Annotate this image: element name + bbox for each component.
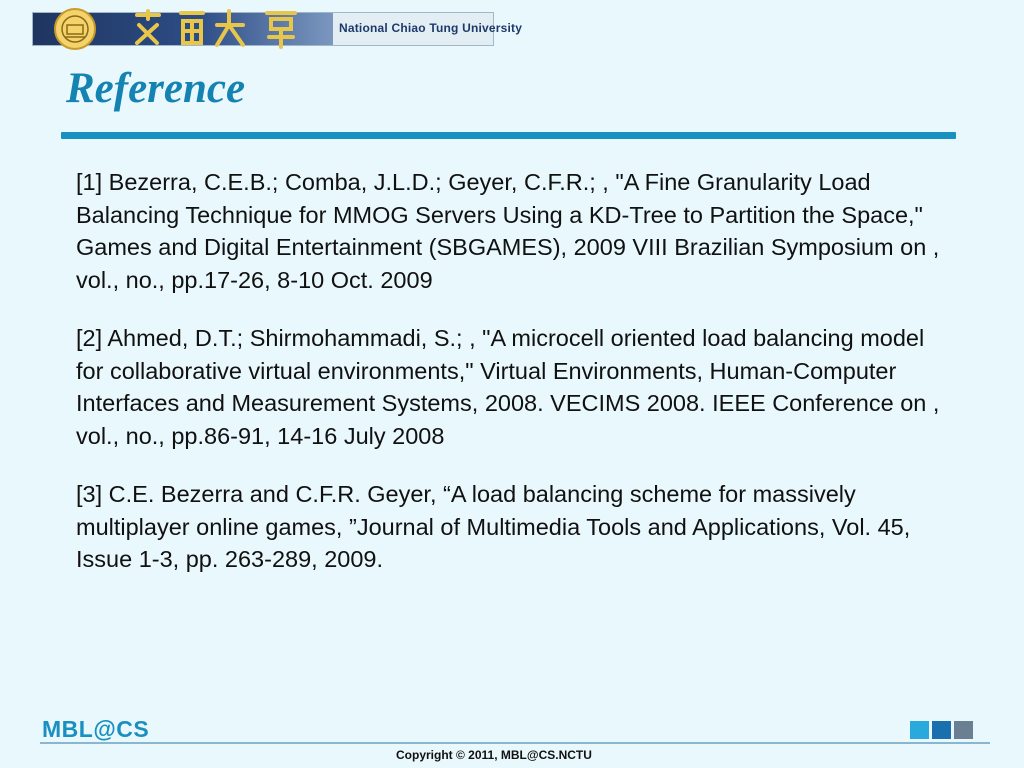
university-seal-icon — [53, 7, 97, 51]
title-divider — [61, 132, 956, 139]
square-light — [910, 721, 929, 739]
calligraphy-logo — [125, 5, 325, 51]
footer-divider — [40, 742, 990, 744]
reference-item: [2] Ahmed, D.T.; Shirmohammadi, S.; , "A microcell oriented load balancing model for collaborative virtual environments," Virtual Environments, Human-Computer Interfaces and Measurement Systems, 2008. VECIMS 2008. IEEE Conference on , vol., no., pp.86-91, 14-16 July 2008 — [76, 325, 940, 449]
reference-item: [3] C.E. Bezerra and C.F.R. Geyer, “A load balancing scheme for massively multiplayer online games, ”Journal of Multimedia Tools and Applications, Vol. 45, Issue 1-3, pp. 263-289, 2009. — [76, 481, 911, 572]
copyright-notice: Copyright © 2011, MBL@CS.NCTU — [396, 748, 592, 762]
decorative-squares-icon — [910, 721, 973, 739]
square-medium — [932, 721, 951, 739]
lab-logo: MBL@CS — [42, 716, 150, 742]
reference-list — [76, 166, 956, 602]
square-dark — [954, 721, 973, 739]
university-banner — [32, 12, 523, 46]
slide-title: Reference — [66, 65, 246, 112]
reference-item: [1] Bezerra, C.E.B.; Comba, J.L.D.; Geyer, C.F.R.; , "A Fine Granularity Load Balancing Technique for MMOG Servers Using a KD-Tree to Partition the Space," Games and Digital Entertainment (SBGAMES), 2009 VIII Brazilian Symposium on , vol., no., pp.17-26, 8-10 Oct. 2009 — [76, 169, 940, 293]
university-name: National Chiao Tung University — [339, 21, 523, 35]
